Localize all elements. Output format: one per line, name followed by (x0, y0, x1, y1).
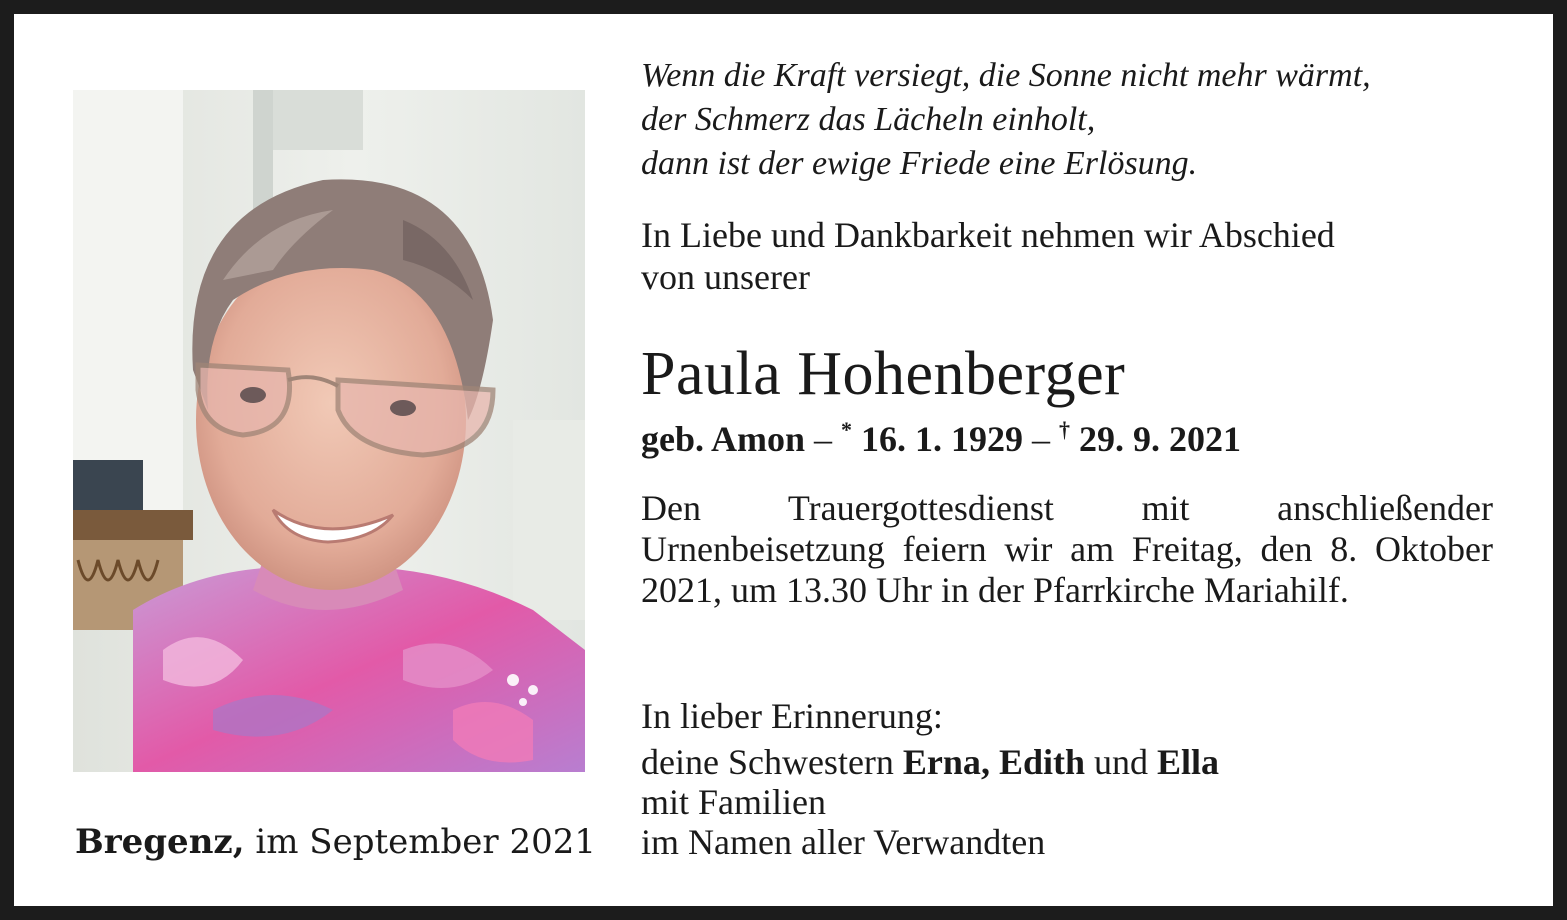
comma: , (980, 742, 999, 782)
signatories (641, 742, 1493, 862)
deceased-name: Paula Hohenberger (641, 340, 1126, 408)
maiden-name: geb. Amon (641, 419, 806, 459)
birth-date: 16. 1. 1929 (861, 419, 1024, 459)
relatives-line: im Namen aller Verwandten (641, 822, 1046, 862)
intro-line-2: von unserer (641, 257, 810, 297)
sister-name-1: Erna (902, 742, 981, 782)
death-symbol: † (1059, 417, 1071, 442)
poem-line-3: dann ist der ewige Friede eine Erlösung. (641, 145, 1198, 182)
intro-line-1: In Liebe und Dankbarkeit nehmen wir Abschied (641, 215, 1335, 255)
portrait-image (73, 90, 585, 772)
birth-symbol: * (841, 417, 853, 442)
place-and-date (75, 822, 596, 862)
portrait-photo (73, 90, 585, 772)
place-city: Bregenz, (75, 822, 245, 862)
death-date: 29. 9. 2021 (1079, 419, 1242, 459)
poem-line-1: Wenn die Kraft versiegt, die Sonne nicht mehr wärmt, (641, 57, 1371, 94)
sister-name-3: Ella (1156, 742, 1219, 782)
sisters-prefix: deine Schwestern (641, 742, 903, 782)
life-dates (641, 408, 1493, 461)
dash-2: – (1023, 419, 1060, 459)
and-word: und (1084, 742, 1157, 782)
poem (641, 54, 1493, 186)
place-date: im September 2021 (244, 822, 596, 862)
families-line: mit Familien (641, 782, 826, 822)
dash-1: – (805, 419, 842, 459)
service-announcement: Den Trauergottesdienst mit anschließender Urnenbeisetzung feiern wir am Freitag, den 8. Oktober 2021, um 13.30 Uhr in der Pfarrkirche Mariahilf. (641, 488, 1493, 610)
sisters-line (641, 742, 1493, 782)
sister-name-2: Edith (998, 742, 1085, 782)
poem-line-2: der Schmerz das Lächeln einholt, (641, 101, 1096, 138)
memory-heading: In lieber Erinnerung: (641, 696, 943, 736)
farewell-intro (641, 214, 1493, 298)
